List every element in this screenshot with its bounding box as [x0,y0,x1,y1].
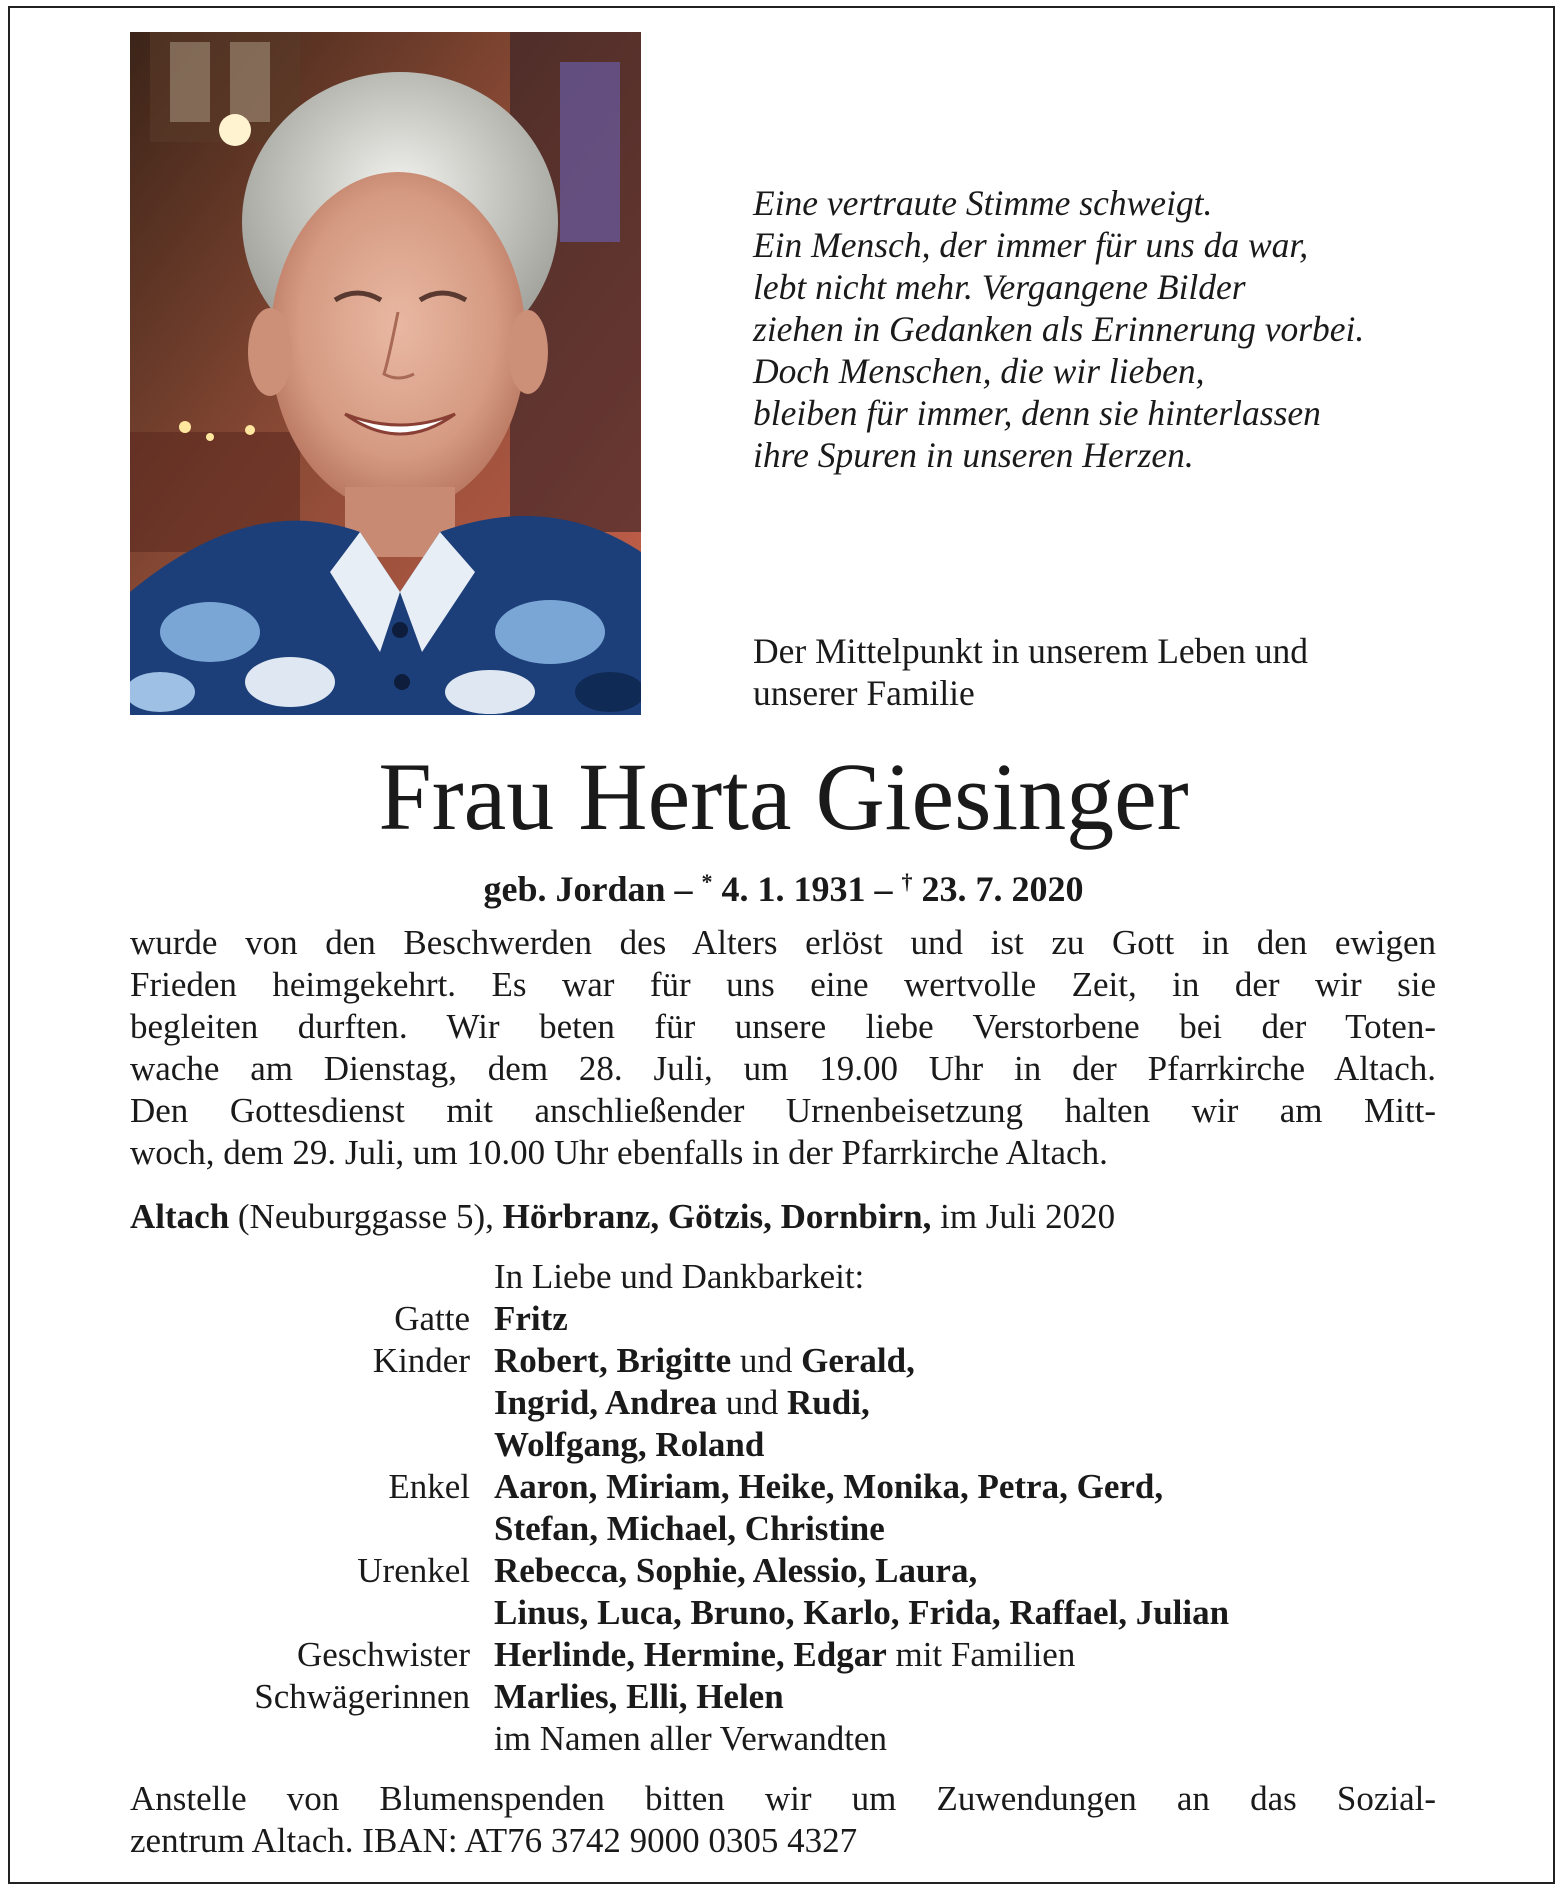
name-segment: Fritz [494,1299,568,1338]
relation-label: Geschwister [296,1635,470,1674]
mourner-row [130,1424,1510,1466]
deceased-name: Frau Herta Giesinger [378,743,1189,850]
mourner-row [130,1508,1510,1550]
name-segment: und [731,1341,802,1380]
name-segment: Aaron, Miriam, Heike, Monika, Petra, Gerd, [494,1467,1164,1506]
announcement-text [130,922,1436,1174]
name-segment: Robert, Brigitte [494,1341,732,1380]
birth-symbol: * [701,869,713,894]
body-line: Frieden heimgekehrt. Es war für uns eine wertvolle Zeit, in der wir sie [130,965,1436,1004]
intro-line: Der Mittelpunkt in unserem Leben und [753,631,1309,671]
mourners-heading: In Liebe und Dankbarkeit: [494,1257,865,1296]
body-line: begleiten durften. Wir beten für unsere liebe Verstorbene bei der Toten- [130,1007,1436,1046]
relation-names [494,1424,764,1466]
name-segment: Stefan, Michael, Christine [494,1509,885,1548]
relation-names [494,1592,1229,1634]
relation-names [494,1466,1163,1508]
intro-text [753,630,1513,714]
mourner-row [130,1676,1510,1718]
name-segment: Rebecca, Sophie, Alessio, Laura, [494,1551,978,1590]
body-line: wurde von den Beschwerden des Alters erlöst und ist zu Gott in den ewigen [130,923,1436,962]
dash: – [674,869,693,909]
poem-line: Ein Mensch, der immer für uns da war, [753,225,1309,265]
portrait-photo [130,32,641,715]
name-segment: Rudi, [787,1383,870,1422]
life-dates [0,860,1567,911]
footer-line: Anstelle von Blumenspenden bitten wir um Zuwendungen an das Sozial- [130,1779,1436,1818]
relation-names [494,1340,915,1382]
relation-names [494,1718,887,1760]
poem-line: ihre Spuren in unseren Herzen. [753,435,1194,475]
intro-line: unserer Familie [753,673,975,713]
body-line: woch, dem 29. Juli, um 10.00 Uhr ebenfalls in der Pfarrkirche Altach. [130,1133,1108,1172]
death-date: 23. 7. 2020 [921,869,1084,909]
mourner-row [130,1592,1510,1634]
relation-names [494,1382,870,1424]
mourner-row [130,1298,1510,1340]
location-address: (Neuburggasse 5), [229,1197,503,1236]
poem-line: ziehen in Gedanken als Erinnerung vorbei. [753,309,1365,349]
name-segment: Marlies, Elli, Helen [494,1677,784,1716]
relation-label: Urenkel [357,1551,470,1590]
mourners-list [130,1256,1510,1760]
name-segment: Herlinde, Hermine, Edgar [494,1635,887,1674]
poem-line: Doch Menschen, die wir lieben, [753,351,1205,391]
location-town: Altach [130,1197,230,1236]
mourner-row [130,1466,1510,1508]
relation-names [494,1298,568,1340]
mourner-row [130,1382,1510,1424]
born-name: geb. Jordan [483,869,666,909]
relation-names [494,1634,1075,1676]
body-line: wache am Dienstag, dem 28. Juli, um 19.00 Uhr in der Pfarrkirche Altach. [130,1049,1436,1088]
relation-label: Enkel [388,1467,470,1506]
donation-note [130,1778,1436,1862]
birth-date: 4. 1. 1931 [721,869,866,909]
poem-line: Eine vertraute Stimme schweigt. [753,183,1213,223]
location-date: im Juli 2020 [931,1197,1116,1236]
relation-label: Gatte [394,1299,470,1338]
poem-line: lebt nicht mehr. Vergangene Bilder [753,267,1246,307]
relation-names [494,1550,977,1592]
mourner-row [130,1718,1510,1760]
body-line: Den Gottesdienst mit anschließender Urnenbeisetzung halten wir am Mitt- [130,1091,1436,1130]
relation-names [494,1508,885,1550]
relation-label [130,1718,494,1760]
name-segment: Ingrid, Andrea [494,1383,718,1422]
relation-label [130,1592,494,1634]
name-segment: mit Familien [886,1635,1076,1674]
mourner-row [130,1340,1510,1382]
relation-label: Schwägerinnen [254,1677,470,1716]
name-segment: und [717,1383,788,1422]
mourner-row [130,1634,1510,1676]
relation-label [130,1424,494,1466]
mourners-heading-row [130,1256,1510,1298]
relation-label [130,1382,494,1424]
footer-line: zentrum Altach. IBAN: AT76 3742 9000 0305 4327 [130,1821,858,1860]
location-line [130,1196,1510,1238]
relation-names [494,1676,784,1718]
relation-label: Kinder [372,1341,470,1380]
relation-label [130,1508,494,1550]
name-segment: Gerald, [801,1341,915,1380]
mourner-row [130,1550,1510,1592]
death-symbol: † [901,869,913,894]
name-segment: Wolfgang, Roland [494,1425,765,1464]
name-segment: im Namen aller Verwandten [494,1719,887,1758]
poem-line: bleiben für immer, denn sie hinterlassen [753,393,1321,433]
dash: – [874,869,893,909]
name-segment: Linus, Luca, Bruno, Karlo, Frida, Raffael, Julian [494,1593,1230,1632]
location-others: Hörbranz, Götzis, Dornbirn, [502,1197,932,1236]
poem [753,182,1513,476]
